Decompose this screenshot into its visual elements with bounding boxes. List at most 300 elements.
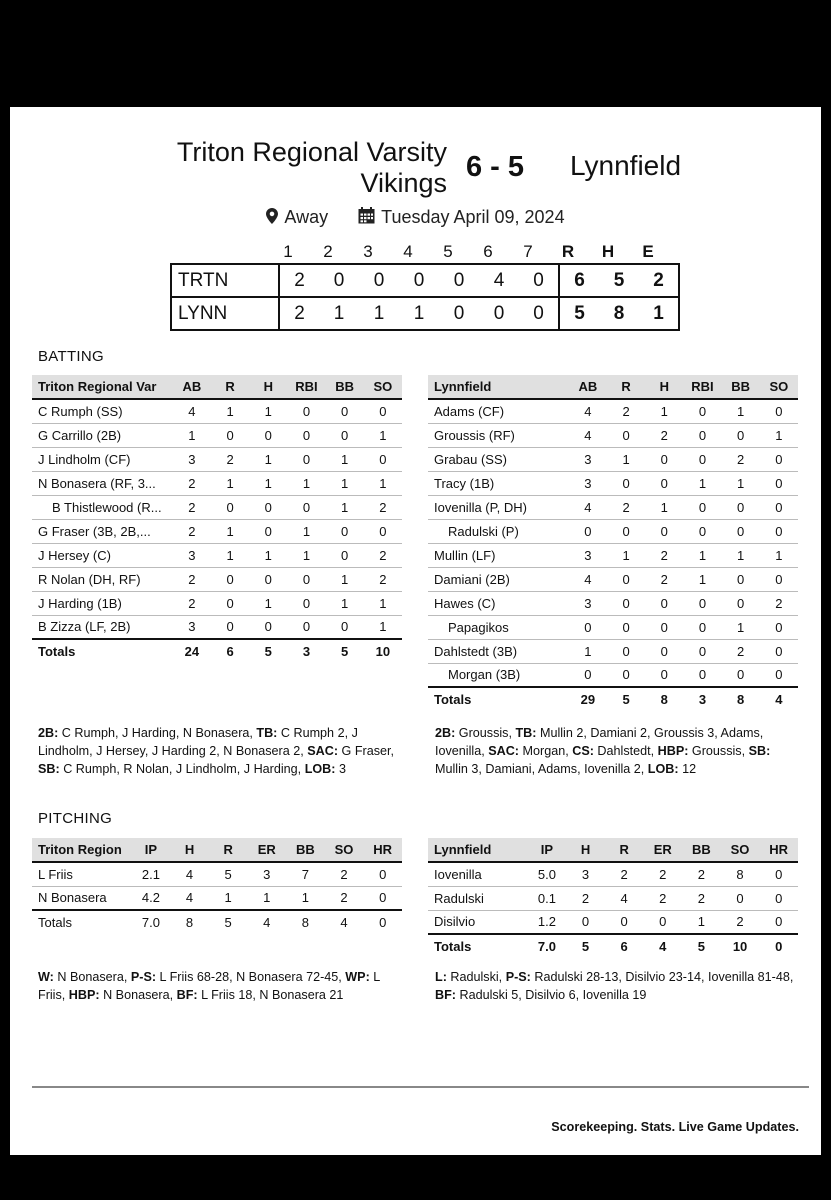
stat-cell: 0: [760, 567, 798, 591]
stat-cell: 2: [173, 567, 211, 591]
stat-cell: 0: [760, 663, 798, 687]
stat-cell: 0: [607, 567, 645, 591]
home-pitching-table: [32, 838, 402, 934]
stat-cell: 1: [173, 423, 211, 447]
stat-cell: 2: [325, 862, 364, 886]
stat-cell: 3: [173, 615, 211, 639]
stat-cell: 0: [645, 447, 683, 471]
total-cell: 8: [286, 910, 325, 934]
note-key: P-S:: [505, 970, 531, 984]
stat-cell: 2: [173, 471, 211, 495]
stat-cell: 1: [211, 519, 249, 543]
stat-cell: 0: [683, 399, 721, 423]
table-header-row: [32, 375, 402, 399]
stat-cell: 0: [722, 663, 760, 687]
stat-cell: 0: [326, 615, 364, 639]
player-row: [428, 862, 798, 886]
total-cell: 8: [170, 910, 209, 934]
stat-column-header: H: [249, 375, 287, 399]
calendar-icon: [358, 207, 375, 229]
stat-column-header: BB: [682, 838, 721, 862]
inning-runs: 1: [399, 297, 439, 330]
inning-header: 2: [323, 242, 333, 261]
stat-cell: 2: [325, 886, 364, 910]
total-cell: 6: [605, 934, 644, 958]
stat-cell: 1: [569, 639, 607, 663]
stat-cell: 0: [249, 615, 287, 639]
stat-cell: 0: [363, 862, 402, 886]
player-row: [32, 567, 402, 591]
total-cell: 8: [722, 687, 760, 711]
stat-column-header: RBI: [287, 375, 325, 399]
stat-cell: 0: [211, 567, 249, 591]
total-runs: 5: [559, 297, 599, 330]
stat-column-header: H: [645, 375, 683, 399]
home-team-line2: Vikings: [360, 168, 447, 198]
stat-cell: 3: [569, 471, 607, 495]
stat-cell: 0: [607, 663, 645, 687]
total-cell: 5: [682, 934, 721, 958]
player-name: J Lindholm (CF): [32, 447, 173, 471]
away-pitching-notes: [435, 968, 805, 1004]
stat-cell: 0: [287, 423, 325, 447]
note-value: Radulski 5, Disilvio 6, Iovenilla 19: [455, 988, 647, 1002]
stat-cell: 0: [760, 519, 798, 543]
stat-cell: 0: [566, 910, 605, 934]
stat-cell: 1: [607, 447, 645, 471]
note-value: Morgan,: [519, 744, 573, 758]
pitching-section-title: PITCHING: [38, 810, 113, 827]
stat-column-header: SO: [364, 375, 402, 399]
player-name: L Friis: [32, 862, 132, 886]
stat-cell: 0: [722, 495, 760, 519]
footer-tagline: Scorekeeping. Stats. Live Game Updates.: [551, 1120, 799, 1134]
stat-cell: 2: [643, 862, 682, 886]
note-key: SB:: [38, 762, 60, 776]
home-team-line1: Triton Regional Varsity: [176, 137, 447, 167]
note-value: Groussis,: [455, 726, 516, 740]
stat-cell: 0: [645, 471, 683, 495]
stat-cell: 0: [211, 423, 249, 447]
note-value: L Friis 68-28, N Bonasera 72-45,: [156, 970, 346, 984]
stat-cell: 2: [605, 862, 644, 886]
note-value: Radulski,: [446, 970, 506, 984]
stat-cell: 0.1: [528, 886, 567, 910]
team-column-header: Triton Region: [32, 838, 132, 862]
stat-cell: 1: [326, 471, 364, 495]
away-batting-table: [428, 375, 798, 711]
note-value: L Friis 18, N Bonasera 21: [197, 988, 344, 1002]
note-key: WP:: [345, 970, 370, 984]
player-row: [428, 519, 798, 543]
inning-header: 6: [483, 242, 493, 261]
total-cell: 6: [211, 639, 249, 663]
player-row: [428, 639, 798, 663]
total-cell: 3: [287, 639, 325, 663]
player-name: Hawes (C): [428, 591, 569, 615]
stat-cell: 2: [721, 910, 760, 934]
total-cell: 0: [363, 910, 402, 934]
team-column-header: Triton Regional Var: [32, 375, 173, 399]
stat-cell: 0: [211, 591, 249, 615]
map-pin-icon: [266, 208, 278, 229]
stat-cell: 1: [209, 886, 248, 910]
totals-row: [428, 687, 798, 711]
stat-cell: 3: [569, 447, 607, 471]
stat-cell: 0: [364, 447, 402, 471]
stat-cell: 0: [605, 910, 644, 934]
stat-cell: 0: [569, 615, 607, 639]
player-name: N Bonasera (RF, 3...: [32, 471, 173, 495]
stat-cell: 0: [249, 423, 287, 447]
player-row: [428, 423, 798, 447]
stat-cell: 3: [566, 862, 605, 886]
player-row: [32, 886, 402, 910]
player-name: C Rumph (SS): [32, 399, 173, 423]
stat-column-header: SO: [325, 838, 364, 862]
stat-cell: 0: [607, 519, 645, 543]
stat-cell: 2: [645, 567, 683, 591]
stat-cell: 0: [722, 567, 760, 591]
total-cell: 7.0: [132, 910, 171, 934]
stat-cell: 1: [326, 567, 364, 591]
stat-cell: 1: [364, 423, 402, 447]
stat-cell: 0: [683, 639, 721, 663]
player-name: G Carrillo (2B): [32, 423, 173, 447]
inning-runs: 2: [279, 264, 319, 297]
note-value: G Fraser,: [338, 744, 395, 758]
player-name: R Nolan (DH, RF): [32, 567, 173, 591]
stat-column-header: HR: [759, 838, 798, 862]
stat-cell: 4: [173, 399, 211, 423]
total-cell: 0: [759, 934, 798, 958]
player-name: J Harding (1B): [32, 591, 173, 615]
inning-runs: 0: [399, 264, 439, 297]
totals-label: Totals: [32, 910, 132, 934]
inning-runs: 1: [359, 297, 399, 330]
totals-label: Totals: [32, 639, 173, 663]
note-key: LOB:: [304, 762, 336, 776]
note-key: L:: [435, 970, 447, 984]
stat-column-header: R: [605, 838, 644, 862]
total-cell: 7.0: [528, 934, 567, 958]
stat-column-header: R: [211, 375, 249, 399]
stat-cell: 2: [722, 447, 760, 471]
stat-cell: 0: [683, 615, 721, 639]
away-pitching-table: [428, 838, 798, 958]
stat-cell: 1: [722, 543, 760, 567]
stat-cell: 1: [249, 543, 287, 567]
team-abbr: LYNN: [171, 297, 279, 330]
stat-column-header: RBI: [683, 375, 721, 399]
stat-cell: 1: [211, 471, 249, 495]
stat-cell: 1: [722, 399, 760, 423]
stat-cell: 0: [645, 615, 683, 639]
stat-cell: 0: [683, 495, 721, 519]
stat-cell: 4: [170, 862, 209, 886]
stat-cell: 0: [722, 423, 760, 447]
player-row: [428, 591, 798, 615]
stat-cell: 4: [569, 495, 607, 519]
line-score-row: [171, 297, 679, 330]
stat-cell: 1: [760, 543, 798, 567]
player-row: [32, 591, 402, 615]
stat-cell: 3: [569, 591, 607, 615]
player-row: [32, 399, 402, 423]
table-header-row: [32, 838, 402, 862]
inning-runs: 0: [359, 264, 399, 297]
stat-cell: 0: [287, 399, 325, 423]
player-name: J Hersey (C): [32, 543, 173, 567]
note-key: 2B:: [38, 726, 59, 740]
total-cell: 4: [643, 934, 682, 958]
player-name: Grabau (SS): [428, 447, 569, 471]
note-key: CS:: [572, 744, 594, 758]
stat-cell: 0: [683, 447, 721, 471]
stat-column-header: BB: [326, 375, 364, 399]
stat-cell: 0: [607, 471, 645, 495]
totals-label: Totals: [428, 934, 528, 958]
stat-cell: 1.2: [528, 910, 567, 934]
stat-cell: 1: [682, 910, 721, 934]
inning-header: 5: [443, 242, 453, 261]
stat-cell: 0: [287, 567, 325, 591]
player-name: Papagikos: [428, 615, 569, 639]
player-row: [428, 886, 798, 910]
stat-cell: 2: [173, 591, 211, 615]
player-name: N Bonasera: [32, 886, 132, 910]
stat-cell: 2: [607, 399, 645, 423]
line-score-row: [171, 264, 679, 297]
total-errors: 1: [639, 297, 679, 330]
inning-header: 4: [403, 242, 413, 261]
stat-cell: 1: [326, 591, 364, 615]
stat-cell: 1: [287, 471, 325, 495]
note-value: N Bonasera,: [53, 970, 131, 984]
note-value: C Rumph, J Harding, N Bonasera,: [58, 726, 257, 740]
stat-cell: 0: [326, 399, 364, 423]
stat-cell: 2: [364, 567, 402, 591]
stat-cell: 1: [683, 543, 721, 567]
player-row: [32, 543, 402, 567]
stat-cell: 1: [645, 495, 683, 519]
inning-runs: 0: [519, 264, 559, 297]
stat-cell: 0: [722, 519, 760, 543]
stat-cell: 1: [722, 615, 760, 639]
stat-cell: 4: [605, 886, 644, 910]
stat-cell: 7: [286, 862, 325, 886]
stat-cell: 0: [364, 519, 402, 543]
player-name: G Fraser (3B, 2B,...: [32, 519, 173, 543]
stat-column-header: R: [607, 375, 645, 399]
inning-runs: 2: [279, 297, 319, 330]
stat-cell: 1: [722, 471, 760, 495]
stat-cell: 2: [211, 447, 249, 471]
stat-cell: 2: [607, 495, 645, 519]
note-value: L Friis,: [38, 970, 380, 1002]
stat-cell: 4.2: [132, 886, 171, 910]
player-row: [32, 447, 402, 471]
stat-cell: 1: [286, 886, 325, 910]
stat-column-header: SO: [721, 838, 760, 862]
stat-cell: 0: [364, 399, 402, 423]
table-header-row: [428, 838, 798, 862]
player-name: Damiani (2B): [428, 567, 569, 591]
stat-cell: 0: [760, 399, 798, 423]
stat-cell: 0: [607, 615, 645, 639]
errors-header: E: [642, 242, 654, 261]
stat-cell: 0: [683, 423, 721, 447]
total-cell: 5: [607, 687, 645, 711]
note-key: TB:: [515, 726, 537, 740]
note-value: C Rumph 2, J Lindholm, J Hersey, J Harding 2, N Bonasera 2,: [38, 726, 358, 758]
away-batting-notes: [435, 724, 805, 778]
stat-cell: 0: [683, 663, 721, 687]
stat-cell: 0: [760, 495, 798, 519]
stat-cell: 4: [569, 567, 607, 591]
table-header-row: [428, 375, 798, 399]
note-key: P-S:: [130, 970, 157, 984]
home-batting-table: [32, 375, 402, 663]
game-meta: [0, 207, 831, 229]
player-name: Iovenilla (P, DH): [428, 495, 569, 519]
inning-runs: 0: [319, 264, 359, 297]
note-key: 2B:: [435, 726, 456, 740]
stat-cell: 1: [364, 615, 402, 639]
player-row: [32, 423, 402, 447]
stat-cell: 3: [173, 447, 211, 471]
player-name: Mullin (LF): [428, 543, 569, 567]
stat-cell: 0: [569, 663, 607, 687]
note-key: LOB:: [647, 762, 679, 776]
stat-cell: 0: [326, 543, 364, 567]
total-cell: 10: [721, 934, 760, 958]
total-cell: 24: [173, 639, 211, 663]
stat-cell: 2: [645, 423, 683, 447]
stat-cell: 1: [645, 399, 683, 423]
runs-header: R: [561, 242, 575, 261]
line-score-table: [170, 263, 680, 331]
stat-cell: 1: [249, 447, 287, 471]
inning-header: 7: [523, 242, 533, 261]
stat-column-header: AB: [173, 375, 211, 399]
date-text: Tuesday April 09, 2024: [381, 207, 565, 227]
player-row: [428, 910, 798, 934]
total-runs: 6: [559, 264, 599, 297]
player-name: Iovenilla: [428, 862, 528, 886]
player-row: [428, 471, 798, 495]
total-cell: 4: [760, 687, 798, 711]
note-key: SB:: [748, 744, 771, 758]
stat-cell: 1: [211, 543, 249, 567]
stat-cell: 4: [170, 886, 209, 910]
note-key: W:: [38, 970, 54, 984]
stat-cell: 0: [287, 447, 325, 471]
total-cell: 5: [566, 934, 605, 958]
note-key: SAC:: [307, 744, 339, 758]
stat-cell: 1: [326, 447, 364, 471]
stat-cell: 0: [760, 447, 798, 471]
team-column-header: Lynnfield: [428, 838, 528, 862]
note-key: BF:: [176, 988, 198, 1002]
player-row: [428, 399, 798, 423]
player-name: Adams (CF): [428, 399, 569, 423]
stat-cell: 0: [607, 591, 645, 615]
stat-cell: 0: [363, 886, 402, 910]
batting-section-title: BATTING: [38, 348, 104, 365]
inning-header: 1: [283, 242, 293, 261]
stat-cell: 0: [249, 495, 287, 519]
stat-cell: 4: [569, 399, 607, 423]
stat-cell: 0: [643, 910, 682, 934]
stat-cell: 2: [364, 495, 402, 519]
stat-cell: 0: [607, 639, 645, 663]
stat-cell: 2: [173, 495, 211, 519]
stat-cell: 0: [249, 519, 287, 543]
player-name: Tracy (1B): [428, 471, 569, 495]
stat-cell: 2: [173, 519, 211, 543]
inning-runs: 0: [519, 297, 559, 330]
stat-cell: 1: [683, 471, 721, 495]
totals-row: [32, 910, 402, 934]
stat-column-header: BB: [286, 838, 325, 862]
stat-cell: 1: [364, 471, 402, 495]
stat-column-header: BB: [722, 375, 760, 399]
stat-cell: 1: [760, 423, 798, 447]
home-team-name: [10, 137, 447, 199]
note-key: SAC:: [488, 744, 520, 758]
stat-cell: 1: [287, 543, 325, 567]
note-value: C Rumph, R Nolan, J Lindholm, J Harding,: [59, 762, 305, 776]
stat-column-header: H: [566, 838, 605, 862]
inning-runs: 0: [439, 297, 479, 330]
note-key: BF:: [435, 988, 456, 1002]
totals-row: [32, 639, 402, 663]
total-hits: 5: [599, 264, 639, 297]
stat-cell: 0: [569, 519, 607, 543]
total-cell: 4: [325, 910, 364, 934]
stat-cell: 0: [645, 639, 683, 663]
player-row: [32, 862, 402, 886]
player-name: B Thistlewood (R...: [32, 495, 173, 519]
stat-column-header: IP: [132, 838, 171, 862]
total-cell: 10: [364, 639, 402, 663]
note-value: Mullin 3, Damiani, Adams, Iovenilla 2,: [435, 762, 648, 776]
stat-cell: 0: [760, 615, 798, 639]
total-cell: 4: [247, 910, 286, 934]
note-value: Dahlstedt,: [593, 744, 658, 758]
stat-cell: 0: [645, 663, 683, 687]
stat-cell: 2: [645, 543, 683, 567]
stat-cell: 0: [683, 591, 721, 615]
stat-cell: 0: [760, 471, 798, 495]
inning-runs: 0: [439, 264, 479, 297]
stat-cell: 2.1: [132, 862, 171, 886]
note-value: Mullin 2, Damiani 2, Groussis 3, Adams, Iovenilla,: [435, 726, 764, 758]
hits-header: H: [601, 242, 615, 261]
stat-cell: 4: [569, 423, 607, 447]
footer-divider: [32, 1086, 809, 1088]
stat-cell: 0: [645, 519, 683, 543]
note-value: 3: [335, 762, 346, 776]
stat-cell: 1: [287, 519, 325, 543]
location-text: Away: [284, 207, 329, 227]
stat-cell: 0: [287, 495, 325, 519]
stat-cell: 1: [211, 399, 249, 423]
stat-cell: 0: [721, 886, 760, 910]
stat-cell: 1: [249, 591, 287, 615]
box-score-sheet: [10, 107, 821, 1155]
